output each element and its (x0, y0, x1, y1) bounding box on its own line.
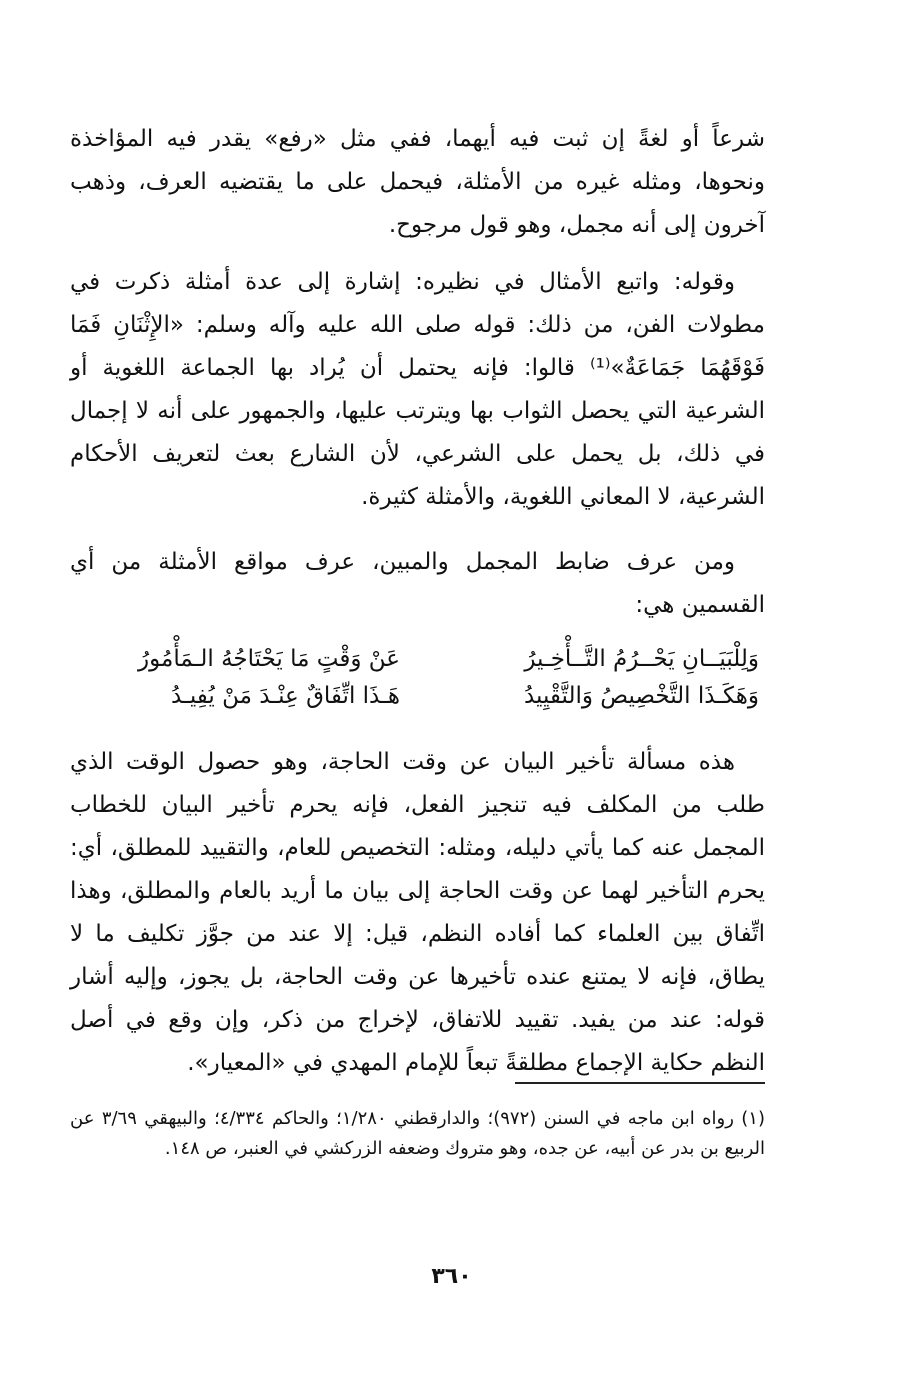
poem-verse-1 (70, 641, 765, 678)
footnote-1: (١) رواه ابن ماجه في السنن (٩٧٢)؛ والدارقطني ١/٢٨٠؛ والحاكم ٤/٣٣٤؛ والبيهقي ٣/٦٩ عن الربيع بن بدر عن أبيه، عن جده، وهو متروك وضعفه الزركشي في العنبر، ص ١٤٨. (70, 1108, 765, 1159)
page-body (70, 118, 765, 1085)
poem-hemistich-first: وَلِلْبَيَــانِ يَحْــرُمُ التَّــأْخِـيرُ (524, 646, 759, 672)
paragraph-4: هذه مسألة تأخير البيان عن وقت الحاجة، وهو حصول الوقت الذي طلب من المكلف فيه تنجيز الفعل، فإنه يحرم تأخير البيان للخطاب المجمل عنه كما يأتي دليله، ومثله: التخصيص للعام، والتقييد للمطلق، أي: يحرم التأخير لهما عن وقت الحاجة إلى بيان ما أريد بالعام والمطلق، وهذا اتِّفاق بين العلماء كما أفاده النظم، قيل: إلا عند من جوَّز تكليف ما لا يطاق، فإنه لا يمتنع عنده تأخيرها عن وقت الحاجة، بل يجوز، وإليه أشار قوله: عند من يفيد. تقييد للاتفاق، لإخراج من ذكر، وإن وقع في أصل النظم حكاية الإجماع مطلقةً تبعاً للإمام المهدي في «المعيار». (70, 749, 765, 1076)
poem-hemistich-second: عَنْ وَقْتٍ مَا يَحْتَاجُهُ الـمَأْمُورُ (138, 646, 400, 672)
footnote-divider (515, 1082, 765, 1084)
page-number: ٣٦٠ (431, 1264, 472, 1289)
paragraph-3: ومن عرف ضابط المجمل والمبين، عرف مواقع الأمثلة من أي القسمين هي: (70, 549, 765, 618)
poem-verses (70, 641, 765, 715)
paragraph-1: شرعاً أو لغةً إن ثبت فيه أيهما، ففي مثل «رفع» يقدر فيه المؤاخذة ونحوها، ومثله غيره من الأمثلة، فيحمل على ما يقتضيه العرف، وذهب آخرون إلى أنه مجمل، وهو قول مرجوح. (70, 126, 765, 238)
footnotes-section (70, 1082, 765, 1182)
poem-verse-2 (70, 678, 765, 715)
paragraph-2: وقوله: واتبع الأمثال في نظيره: إشارة إلى عدة أمثلة ذكرت في مطولات الفن، من ذلك: قوله صلى الله عليه وآله وسلم: «الإِثْنَانِ فَمَا فَوْقَهُمَا جَمَاعَةٌ»⁽¹⁾ قالوا: فإنه يحتمل أن يُراد بها الجماعة اللغوية أو الشرعية التي يحصل الثواب بها ويترتب عليها، والجمهور على أنه لا إجمال في ذلك، بل يحمل على الشرعي، لأن الشارع بعث لتعريف الأحكام الشرعية، لا المعاني اللغوية، والأمثلة كثيرة. (70, 269, 765, 510)
poem-hemistich-second: هَـذَا اتِّفَاقٌ عِنْـدَ مَنْ يُفِيـدُ (171, 683, 400, 709)
poem-hemistich-first: وَهَكَـذَا التَّخْصِيصُ وَالتَّقْيِيدُ (523, 683, 759, 709)
